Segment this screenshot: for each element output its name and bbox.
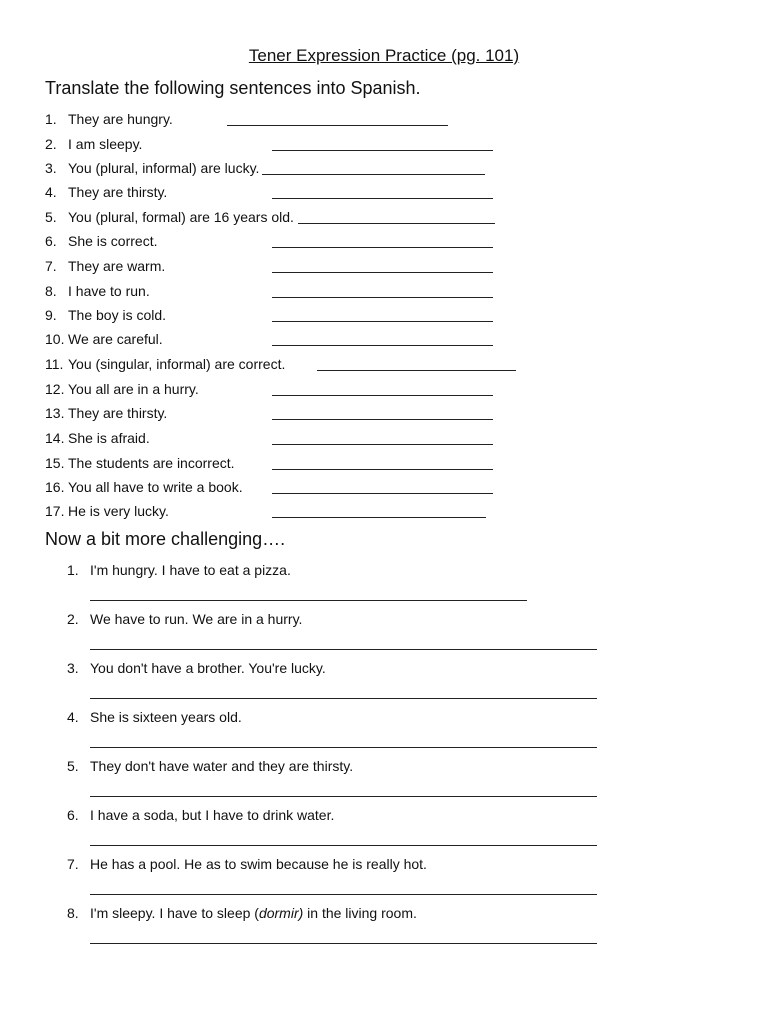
question-number: 13.: [45, 405, 65, 421]
question-item: [45, 306, 166, 324]
answer-blank[interactable]: [272, 150, 493, 151]
challenge-number: 5.: [67, 758, 79, 774]
question-item: [45, 502, 169, 520]
question-item: [45, 135, 142, 153]
challenge-number: 2.: [67, 611, 79, 627]
question-number: 6.: [45, 233, 57, 249]
question-number: 4.: [45, 184, 57, 200]
challenge-text-after: in the living room.: [303, 905, 417, 921]
answer-blank[interactable]: [272, 345, 493, 346]
question-number: 3.: [45, 160, 57, 176]
answer-blank[interactable]: [272, 247, 493, 248]
question-text: They are thirsty.: [68, 184, 168, 200]
challenge-italic-word: dormir): [258, 905, 304, 921]
question-text: They are thirsty.: [68, 405, 168, 421]
question-text: You all have to write a book.: [68, 479, 243, 495]
worksheet-title: Tener Expression Practice (pg. 101): [248, 46, 520, 65]
question-item: [45, 282, 150, 300]
answer-blank[interactable]: [272, 395, 493, 396]
question-text: She is correct.: [68, 233, 158, 249]
answer-blank[interactable]: [272, 444, 493, 445]
challenge-text: You don't have a brother. You're lucky.: [90, 660, 326, 676]
challenge-number: 6.: [67, 807, 79, 823]
challenge-text: We have to run. We are in a hurry.: [90, 611, 303, 627]
answer-blank[interactable]: [298, 223, 495, 224]
question-number: 2.: [45, 136, 57, 152]
challenge-answer-line[interactable]: [90, 747, 597, 748]
challenge-answer-line[interactable]: [90, 698, 597, 699]
challenge-text: I'm hungry. I have to eat a pizza.: [90, 562, 291, 578]
question-number: 15.: [45, 455, 65, 471]
challenge-answer-line[interactable]: [90, 600, 527, 601]
challenge-question-item: [67, 904, 417, 922]
question-text: You (plural, informal) are lucky.: [68, 160, 260, 176]
question-number: 14.: [45, 430, 65, 446]
challenge-text: I have a soda, but I have to drink water.: [90, 807, 335, 823]
challenge-number: 7.: [67, 856, 79, 872]
challenge-answer-line[interactable]: [90, 796, 597, 797]
challenge-answer-line[interactable]: [90, 649, 597, 650]
answer-blank[interactable]: [317, 370, 516, 371]
challenge-number: 1.: [67, 562, 79, 578]
challenge-text: I'm sleepy. I have to sleep (: [90, 905, 259, 921]
challenge-heading: Now a bit more challenging….: [45, 529, 286, 549]
question-text: I have to run.: [68, 283, 150, 299]
question-number: 9.: [45, 307, 57, 323]
answer-blank[interactable]: [227, 125, 448, 126]
challenge-question-item: [67, 659, 326, 677]
question-number: 10.: [45, 331, 65, 347]
question-item: [45, 232, 157, 250]
challenge-question-item: [67, 708, 242, 726]
challenge-number: 4.: [67, 709, 79, 725]
question-item: [45, 159, 259, 177]
question-item: [45, 478, 243, 496]
answer-blank[interactable]: [272, 517, 486, 518]
question-text: We are careful.: [68, 331, 163, 347]
challenge-question-item: [67, 561, 291, 579]
question-number: 11.: [45, 356, 64, 372]
challenge-number: 3.: [67, 660, 79, 676]
answer-blank[interactable]: [262, 174, 485, 175]
instructions: Translate the following sentences into Spanish.: [45, 78, 421, 98]
challenge-answer-line[interactable]: [90, 894, 597, 895]
question-item: [45, 454, 235, 472]
question-text: You (plural, formal) are 16 years old.: [68, 209, 294, 225]
challenge-question-item: [67, 806, 334, 824]
challenge-question-item: [67, 757, 353, 775]
question-number: 17.: [45, 503, 65, 519]
question-number: 16.: [45, 479, 65, 495]
question-text: She is afraid.: [68, 430, 150, 446]
question-number: 12.: [45, 381, 65, 397]
challenge-text: They don't have water and they are thirsty.: [90, 758, 354, 774]
challenge-question-item: [67, 610, 302, 628]
question-item: [45, 257, 165, 275]
question-item: [45, 208, 294, 226]
answer-blank[interactable]: [272, 198, 493, 199]
answer-blank[interactable]: [272, 419, 493, 420]
question-item: [45, 429, 150, 447]
challenge-text: He has a pool. He as to swim because he is really hot.: [90, 856, 427, 872]
question-text: He is very lucky.: [68, 503, 169, 519]
question-text: You all are in a hurry.: [68, 381, 199, 397]
challenge-answer-line[interactable]: [90, 845, 597, 846]
question-item: [45, 330, 163, 348]
question-item: [45, 110, 173, 128]
question-item: [45, 183, 167, 201]
question-text: I am sleepy.: [68, 136, 143, 152]
question-text: You (singular, informal) are correct.: [68, 356, 286, 372]
challenge-answer-line[interactable]: [90, 943, 597, 944]
question-number: 5.: [45, 209, 57, 225]
answer-blank[interactable]: [272, 321, 493, 322]
question-item: [45, 355, 285, 373]
answer-blank[interactable]: [272, 469, 493, 470]
question-text: The boy is cold.: [68, 307, 167, 323]
question-item: [45, 404, 167, 422]
challenge-question-item: [67, 855, 427, 873]
answer-blank[interactable]: [272, 297, 493, 298]
challenge-number: 8.: [67, 905, 79, 921]
question-text: The students are incorrect.: [68, 455, 235, 471]
answer-blank[interactable]: [272, 272, 493, 273]
question-number: 7.: [45, 258, 57, 274]
challenge-text: She is sixteen years old.: [90, 709, 242, 725]
answer-blank[interactable]: [272, 493, 493, 494]
question-number: 8.: [45, 283, 57, 299]
question-item: [45, 380, 199, 398]
question-text: They are hungry.: [68, 111, 173, 127]
question-text: They are warm.: [68, 258, 166, 274]
question-number: 1.: [45, 111, 57, 127]
